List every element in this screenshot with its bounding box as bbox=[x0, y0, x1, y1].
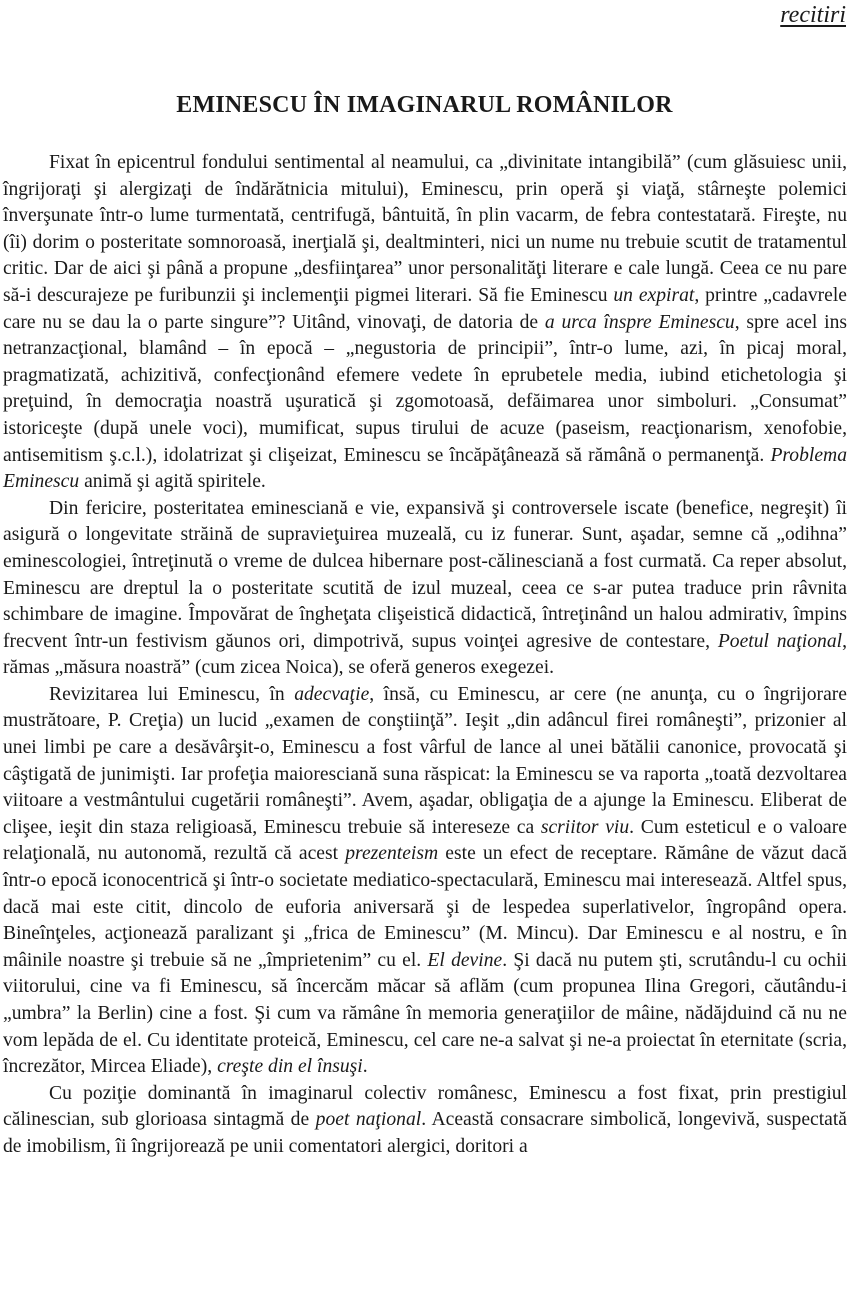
italic-run: creşte din el însuşi bbox=[217, 1056, 363, 1078]
text-run: . Şi dacă nu putem şti, scrutându-l cu ochii viitorului, cine va fi Eminescu, să încercăm măcar să aflăm (cum propunea Ilina Gregori, căutându-i „umbra” la Berlin) cine a fost. Şi cum va rămâne în memoria generaţiilor de mâine, nădăjduind că nu ne vom lepăda de el. Cu identitate proteică, Eminescu, cel care ne-a salvat şi ne-a proiectat în eternitate (scria, încrezător, Mircea Eliade), bbox=[3, 949, 847, 1078]
text-run: Din fericire, posteritatea eminesciană e vie, expansivă şi controversele iscate (benefice, negreşit) îi asigură o longevitate străină de supravieţuirea muzeală, cu iz funerar. Sunt, aşadar, semne că „odihna” eminescologiei, întreţinută o vreme de dulcea hibernare post-călinesciană a fost curmată. Ca reper absolut, Eminescu are dreptul la o posteritate scutită de izul muzeal, ceea ce s-ar putea traduce prin râvnita schimbare de imagine. Împovărat de îngheţata clişeistică didactică, întreţinând un halou admirativ, împins frecvent într-un festivism găunos ori, dimpotrivă, supus voinţei agresive de contestare, bbox=[3, 497, 847, 652]
italic-run: a urca înspre Eminescu bbox=[544, 311, 735, 333]
italic-run: prezenteism bbox=[345, 843, 439, 865]
paragraph-3 bbox=[3, 682, 847, 1081]
italic-run: adecvaţie bbox=[294, 683, 370, 705]
paragraph-4 bbox=[3, 1081, 847, 1161]
article-body bbox=[3, 150, 847, 1161]
italic-run: scriitor viu bbox=[540, 816, 630, 838]
text-run: , printre „cadavrele care nu se dau la o parte singure”? Uitând, vinovaţi, de datoria de bbox=[3, 284, 847, 333]
italic-run: poet naţional bbox=[315, 1109, 422, 1131]
paragraph-1 bbox=[3, 150, 847, 496]
italic-run: un expirat bbox=[613, 284, 695, 306]
text-run: Fixat în epicentrul fondului sentimental al neamului, ca „divinitate intangibilă” (cum glăsuiesc unii, îngrijoraţi şi alergizaţi de îndărătnicia mitului), Eminescu, prin operă şi viaţă, stârneşte polemici înverşunate într-o lume turmentată, centrifugă, bântuită, în plin vacarm, de febra contestatară. Fireşte, nu (îi) dorim o posteritate somnoroasă, inerţială şi, dealtminteri, nici un nume nu trebuie scutit de tratamentul critic. Dar de aici şi până a propune „desfiinţarea” unor personalităţi literare e cale lungă. Ceea ce nu pare să-i descurajeze pe furibunzii şi inclemenţii pigmei literari. Să fie Eminescu bbox=[3, 152, 847, 306]
text-run: animă şi agită spiritele. bbox=[79, 471, 266, 493]
text-run: Cu poziţie dominantă în imaginarul colectiv românesc, Eminescu a fost fixat, prin prestigiul călinescian, sub glorioasa sintagmă de bbox=[3, 1082, 847, 1131]
article-title: EMINESCU ÎN IMAGINARUL ROMÂNILOR bbox=[176, 92, 673, 118]
italic-run: El devine bbox=[427, 949, 503, 971]
text-run: . Cum esteticul e o valoare relaţională, nu autonomă, rezultă că acest bbox=[3, 816, 847, 865]
italic-run: Poetul naţional bbox=[717, 630, 843, 652]
text-run: . bbox=[362, 1056, 368, 1078]
italic-run: Problema Eminescu bbox=[3, 444, 847, 493]
text-run: Revizitarea lui Eminescu, în bbox=[49, 683, 295, 705]
text-run: . Această consacrare simbolică, longevivă, suspectată de imobilism, îi îngrijorează pe unii comentatori alergici, doritori a bbox=[3, 1109, 847, 1157]
text-run: , rămas „măsura noastră” (cum zicea Noica), se oferă generos exegezei. bbox=[3, 630, 847, 679]
section-label: recitiri bbox=[780, 2, 846, 28]
text-run: , însă, cu Eminescu, ar cere (ne anunţa, cu o îngrijorare mustrătoare, P. Creţia) un lucid „examen de conştiinţă”. Ieşit „din adâncul firei româneşti”, prizonier al unei limbi pe care a desăvârşit-o, Eminescu a fost vârful de lance al unei bătălii canonice, provocată şi câştigată de junimişti. Iar profeţia maioresciană suna răspicat: la Eminescu se va raporta „toată dezvoltarea viitoare a vestmântului cugetării româneşti”. Avem, aşadar, obligaţia de a ajunge la Eminescu. Eliberat de clişee, ieşit din staza religioasă, Eminescu trebuie să intereseze ca bbox=[3, 683, 848, 838]
text-run: este un efect de receptare. Rămâne de văzut dacă într-o epocă iconocentrică şi într-o societate mediatico-spectaculară, Eminescu mai interesează. Altfel spus, dacă mai este citit, dincolo de euforia aniversară şi de lespedea superlativelor, îngropând opera. Bineînţeles, acţionează paralizant şi „frica de Eminescu” (M. Mincu). Dar Eminescu e al nostru, e în mâinile noastre şi trebuie să ne „împrietenim” cu el. bbox=[3, 843, 848, 971]
text-run: , spre acel ins netranzacţional, blamând – în epocă – „negustoria de principii”, într-o lume, azi, în picaj moral, pragmatizată, achizitivă, confecţionând efemere vedete în eprubetele media, iubind etichetologia şi preţuind, în democraţia noastră uşuratică şi zgomotoasă, defăimarea unor simboluri. „Consumat” istoriceşte (după unele voci), mumificat, supus tirului de acuze (paseism, reacţionarism, xenofobie, antisemitism ş.c.l.), idolatrizat şi clişeizat, Eminescu se încăpăţânează să rămână o permanenţă. bbox=[3, 311, 847, 466]
paragraph-2 bbox=[3, 496, 847, 682]
